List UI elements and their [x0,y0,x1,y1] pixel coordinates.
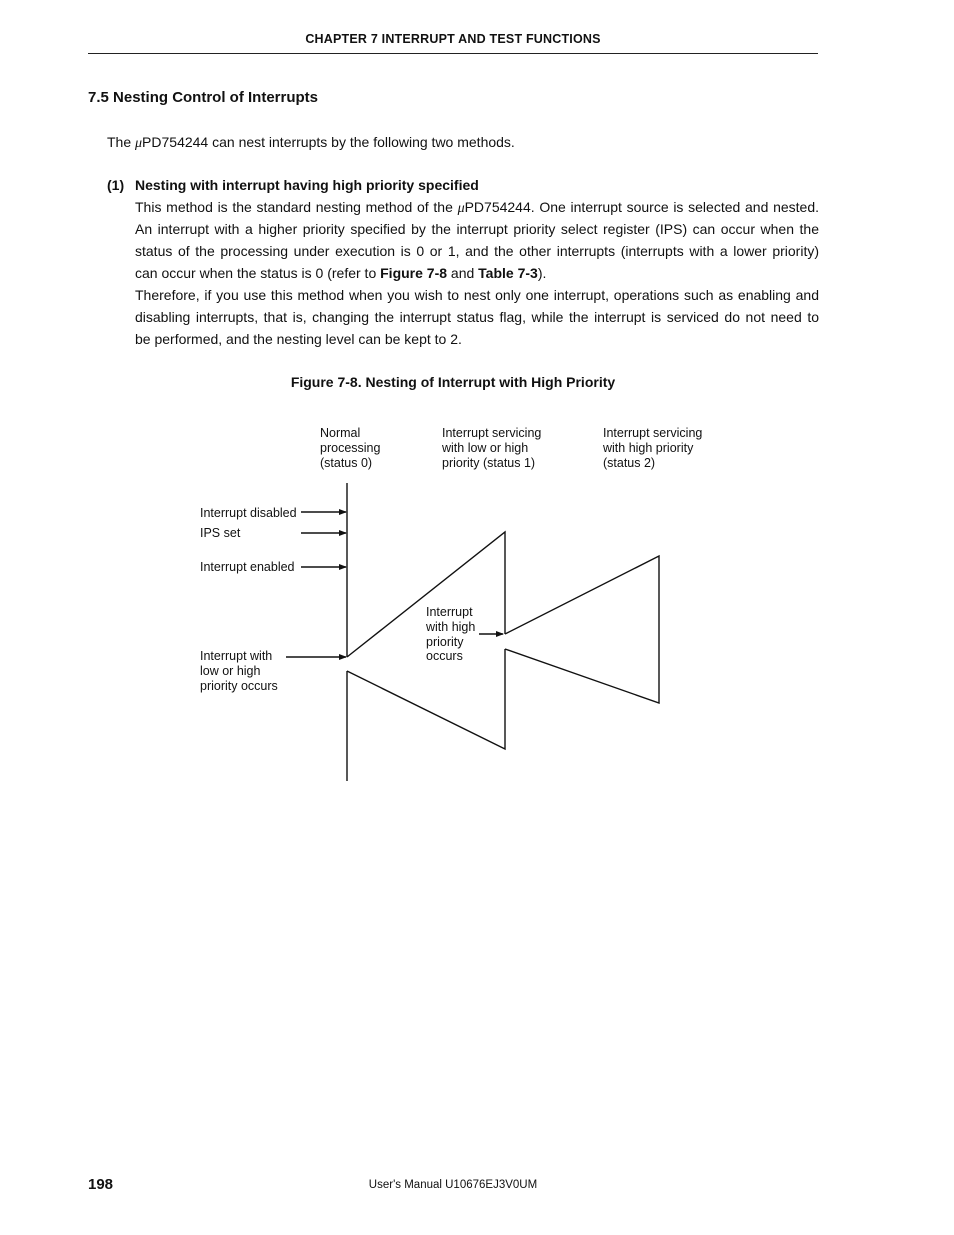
paragraph-line-5: Therefore, if you use this method when you wish to nest only one interrupt, operations such as enabling and [135,287,819,303]
paragraph-mu: μ [457,201,465,216]
paragraph-line-4c: ). [537,265,547,281]
paragraph-line-6: disabling interrupts, that is, changing the interrupt status flag, while the interrupt is serviced do not need to [135,309,819,325]
subsection-title: Nesting with interrupt having high priority specified [135,177,479,193]
intro-rest: PD754244 can nest interrupts by the following two methods. [142,134,515,150]
label-interrupt-enabled: Interrupt enabled [200,560,295,574]
paragraph-line-4b: and [447,265,479,281]
section-title: 7.5 Nesting Control of Interrupts [88,89,319,106]
paragraph-line-3: status of the processing under execution is 0 or 1, and the other interrupts (interrupts with a lower priority) [135,243,819,259]
page-number: 198 [88,1176,114,1193]
label-high-priority-occurs: Interrupt with high priority occurs [426,605,476,663]
paragraph-line-7: be performed, and the nesting level can be kept to 2. [135,331,462,347]
paragraph-line-1a: This method is the standard nesting method of the [135,199,458,215]
intro-prefix: The [107,134,136,150]
status-1-servicing-lower [347,649,505,749]
subsection-number: (1) [107,177,125,193]
label-interrupt-disabled: Interrupt disabled [200,506,297,520]
status-2-servicing [505,556,659,703]
label-ips-set: IPS set [200,526,241,540]
manual-id: User's Manual U10676EJ3V0UM [368,1179,538,1191]
running-header: CHAPTER 7 INTERRUPT AND TEST FUNCTIONS [305,32,601,46]
header-status-2: Interrupt servicing with high priority (status 2) [603,426,703,470]
intro-mu: μ [135,136,143,151]
figure-title: Figure 7-8. Nesting of Interrupt with High Priority [290,374,616,390]
header-status-1: Interrupt servicing with low or high priority (status 1) [442,426,542,470]
paragraph-line-2: An interrupt with a higher priority specified by the interrupt priority select register (IPS) can occur when the [135,221,819,237]
table-reference: Table 7-3 [478,265,538,281]
paragraph-line-4a: can occur when the status is 0 (refer to [135,265,381,281]
header-normal-processing: Normal processing (status 0) [320,426,381,470]
label-low-high-priority-occurs: Interrupt with low or high priority occurs [200,649,278,693]
figure-reference: Figure 7-8 [380,265,448,281]
paragraph-line-1b: PD754244. One interrupt source is selected and nested. [464,199,819,215]
